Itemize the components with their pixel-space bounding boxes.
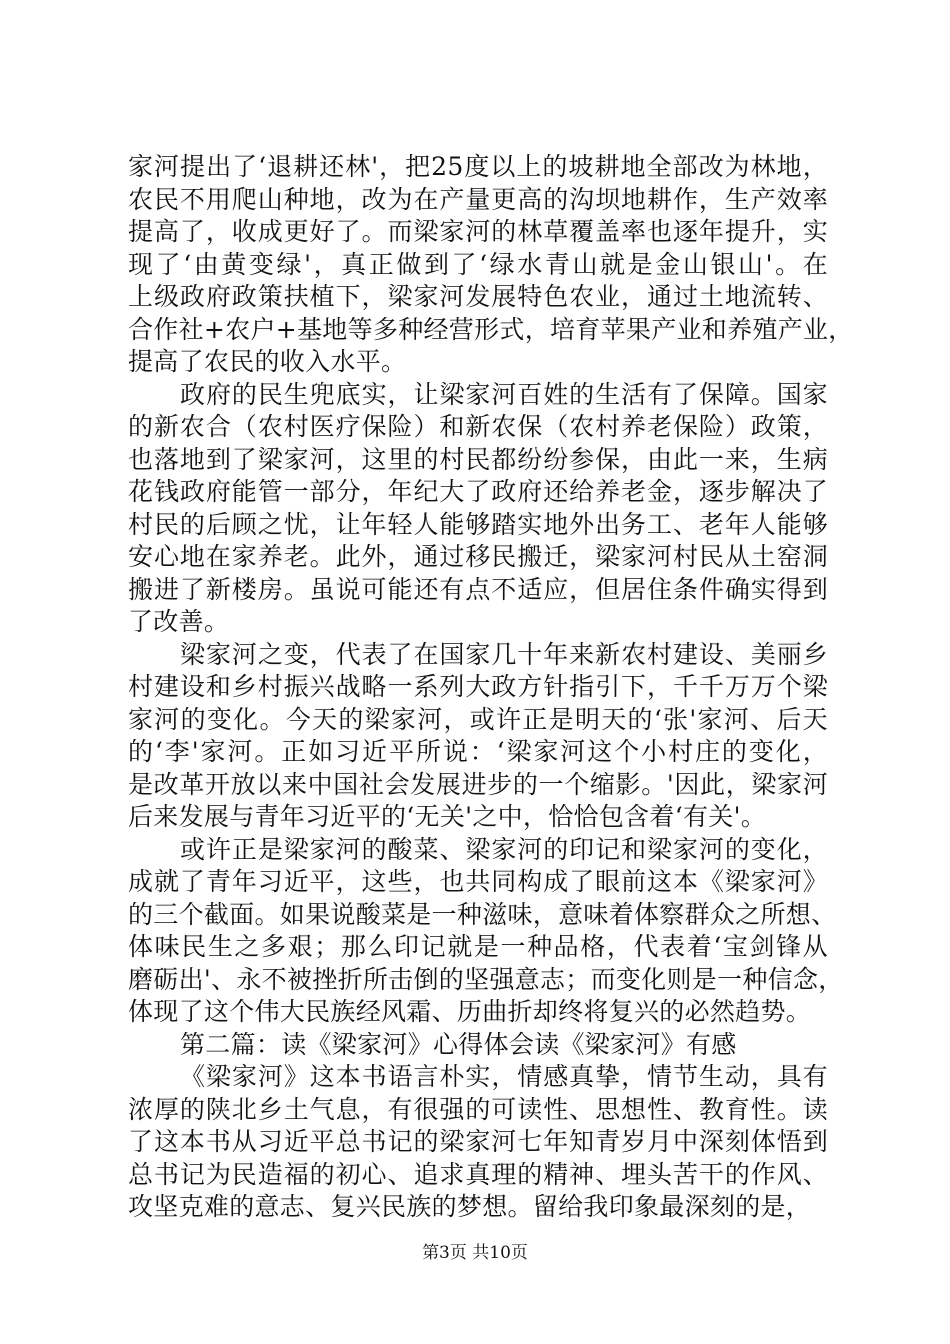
text-line: 现了‘由黄变绿'，真正做到了‘绿水青山就是金山银山'。在 xyxy=(128,249,828,279)
text-line: 搬进了新楼房。虽说可能还有点不适应，但居住条件确实得到 xyxy=(128,574,828,604)
text-line: 上级政府政策扶植下，梁家河发展特色农业，通过土地流转、 xyxy=(128,282,828,311)
paragraph-first-line: 梁家河之变，代表了在国家几十年来新农村建设、美丽乡 xyxy=(180,639,828,669)
text-line: 的‘李'家河。正如习近平所说：‘梁家河这个小村庄的变化， xyxy=(128,737,828,766)
text-line: 了改善。 xyxy=(128,607,230,636)
text-line: 总书记为民造福的初心、追求真理的精神、埋头苦干的作风、 xyxy=(128,1159,828,1189)
text-line: 家河提出了‘退耕还林'，把25度以上的坡耕地全部改为林地， xyxy=(128,152,828,181)
paragraph-first-line: 第二篇：读《梁家河》心得体会读《梁家河》有感 xyxy=(180,1029,737,1059)
text-line: 安心地在家养老。此外，通过移民搬迁，梁家河村民从土窑洞 xyxy=(128,542,828,571)
text-line: 是改革开放以来中国社会发展进步的一个缩影。'因此，梁家河 xyxy=(128,769,828,799)
page-footer: 第3页 共10页 xyxy=(422,1243,528,1263)
paragraph-first-line: 或许正是梁家河的酸菜、梁家河的印记和梁家河的变化， xyxy=(180,834,828,864)
text-line: 攻坚克难的意志、复兴民族的梦想。留给我印象最深刻的是， xyxy=(128,1192,812,1221)
body-text xyxy=(128,151,854,1224)
text-line: 合作社+农户+基地等多种经营形式，培育苹果产业和养殖产业， xyxy=(128,314,854,344)
paragraph-first-line: 政府的民生兜底实，让梁家河百姓的生活有了保障。国家 xyxy=(180,379,828,409)
text-line: 体现了这个伟大民族经风霜、历曲折却终将复兴的必然趋势。 xyxy=(128,997,812,1026)
text-line: 了这本书从习近平总书记的梁家河七年知青岁月中深刻体悟到 xyxy=(128,1127,828,1156)
paragraph-first-line: 《梁家河》这本书语言朴实，情感真挚，情节生动，具有 xyxy=(180,1062,828,1091)
text-line: 成就了青年习近平，这些，也共同构成了眼前这本《梁家河》 xyxy=(128,867,828,896)
text-line: 花钱政府能管一部分，年纪大了政府还给养老金，逐步解决了 xyxy=(128,477,828,506)
text-line: 体味民生之多艰；那么印记就是一种品格，代表着‘宝剑锋从 xyxy=(128,932,828,961)
text-line: 村建设和乡村振兴战略一系列大政方针指引下，千千万万个梁 xyxy=(128,672,828,701)
text-line: 农民不用爬山种地，改为在产量更高的沟坝地耕作，生产效率 xyxy=(128,184,828,214)
text-line: 提高了农民的收入水平。 xyxy=(128,347,407,376)
text-line: 村民的后顾之忧，让年轻人能够踏实地外出务工、老年人能够 xyxy=(128,509,828,539)
text-line: 的三个截面。如果说酸菜是一种滋味，意味着体察群众之所想、 xyxy=(128,899,837,929)
text-line: 提高了，收成更好了。而梁家河的林草覆盖率也逐年提升，实 xyxy=(128,217,828,246)
text-line: 浓厚的陕北乡土气息，有很强的可读性、思想性、教育性。读 xyxy=(128,1094,828,1124)
text-line: 的新农合（农村医疗保险）和新农保（农村养老保险）政策， xyxy=(128,412,828,441)
text-line: 磨砺出'、永不被挫折所击倒的坚强意志；而变化则是一种信念， xyxy=(128,964,844,994)
text-line: 家河的变化。今天的梁家河，或许正是明天的‘张'家河、后天 xyxy=(128,704,828,734)
text-line: 后来发展与青年习近平的‘无关'之中，恰恰包含着‘有关'。 xyxy=(128,802,767,831)
text-line: 也落地到了梁家河，这里的村民都纷纷参保，由此一来，生病 xyxy=(128,444,828,474)
